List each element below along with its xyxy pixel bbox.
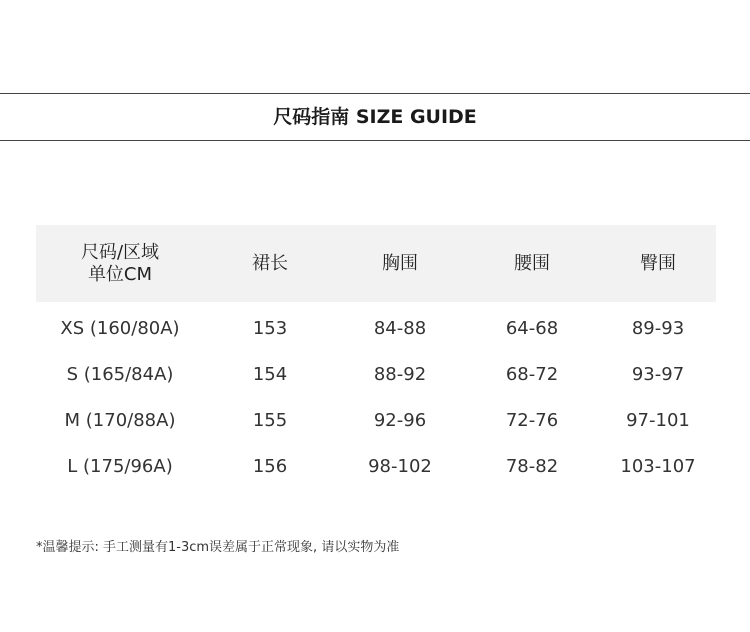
table-row xyxy=(36,397,716,443)
cell-waist: 72-76 xyxy=(505,409,559,431)
header-waist: 腰围 xyxy=(514,252,550,274)
cell-waist: 64-68 xyxy=(505,317,559,339)
cell-size: S (165/84A) xyxy=(66,363,174,385)
cell-hip: 89-93 xyxy=(631,317,685,339)
cell-bust: 98-102 xyxy=(368,455,432,477)
bottom-divider xyxy=(0,140,750,141)
header-size-region xyxy=(36,242,204,286)
header-hip: 臀围 xyxy=(640,252,676,274)
cell-skirt-length: 154 xyxy=(252,363,288,385)
header-bust: 胸围 xyxy=(382,252,418,274)
table-row xyxy=(36,305,716,351)
page-title: 尺码指南 SIZE GUIDE xyxy=(273,106,477,128)
cell-size: M (170/88A) xyxy=(64,409,176,431)
size-table xyxy=(36,225,716,489)
cell-size: XS (160/80A) xyxy=(60,317,180,339)
header-size-region-line1: 尺码/区域 xyxy=(80,241,160,263)
header-skirt-length: 裙长 xyxy=(252,252,288,274)
cell-size: L (175/96A) xyxy=(67,455,173,477)
cell-skirt-length: 153 xyxy=(252,317,288,339)
table-row xyxy=(36,443,716,489)
cell-skirt-length: 156 xyxy=(252,455,288,477)
cell-hip: 93-97 xyxy=(631,363,685,385)
table-header xyxy=(36,225,716,302)
cell-bust: 92-96 xyxy=(373,409,427,431)
cell-skirt-length: 155 xyxy=(252,409,288,431)
header-size-region-line2: 单位CM xyxy=(87,263,153,285)
cell-bust: 88-92 xyxy=(373,363,427,385)
cell-hip: 97-101 xyxy=(626,409,690,431)
cell-hip: 103-107 xyxy=(620,455,696,477)
cell-bust: 84-88 xyxy=(373,317,427,339)
cell-waist: 78-82 xyxy=(505,455,559,477)
measurement-note: *温馨提示: 手工测量有1-3cm误差属于正常现象, 请以实物为准 xyxy=(36,540,400,555)
cell-waist: 68-72 xyxy=(505,363,559,385)
table-row xyxy=(36,351,716,397)
